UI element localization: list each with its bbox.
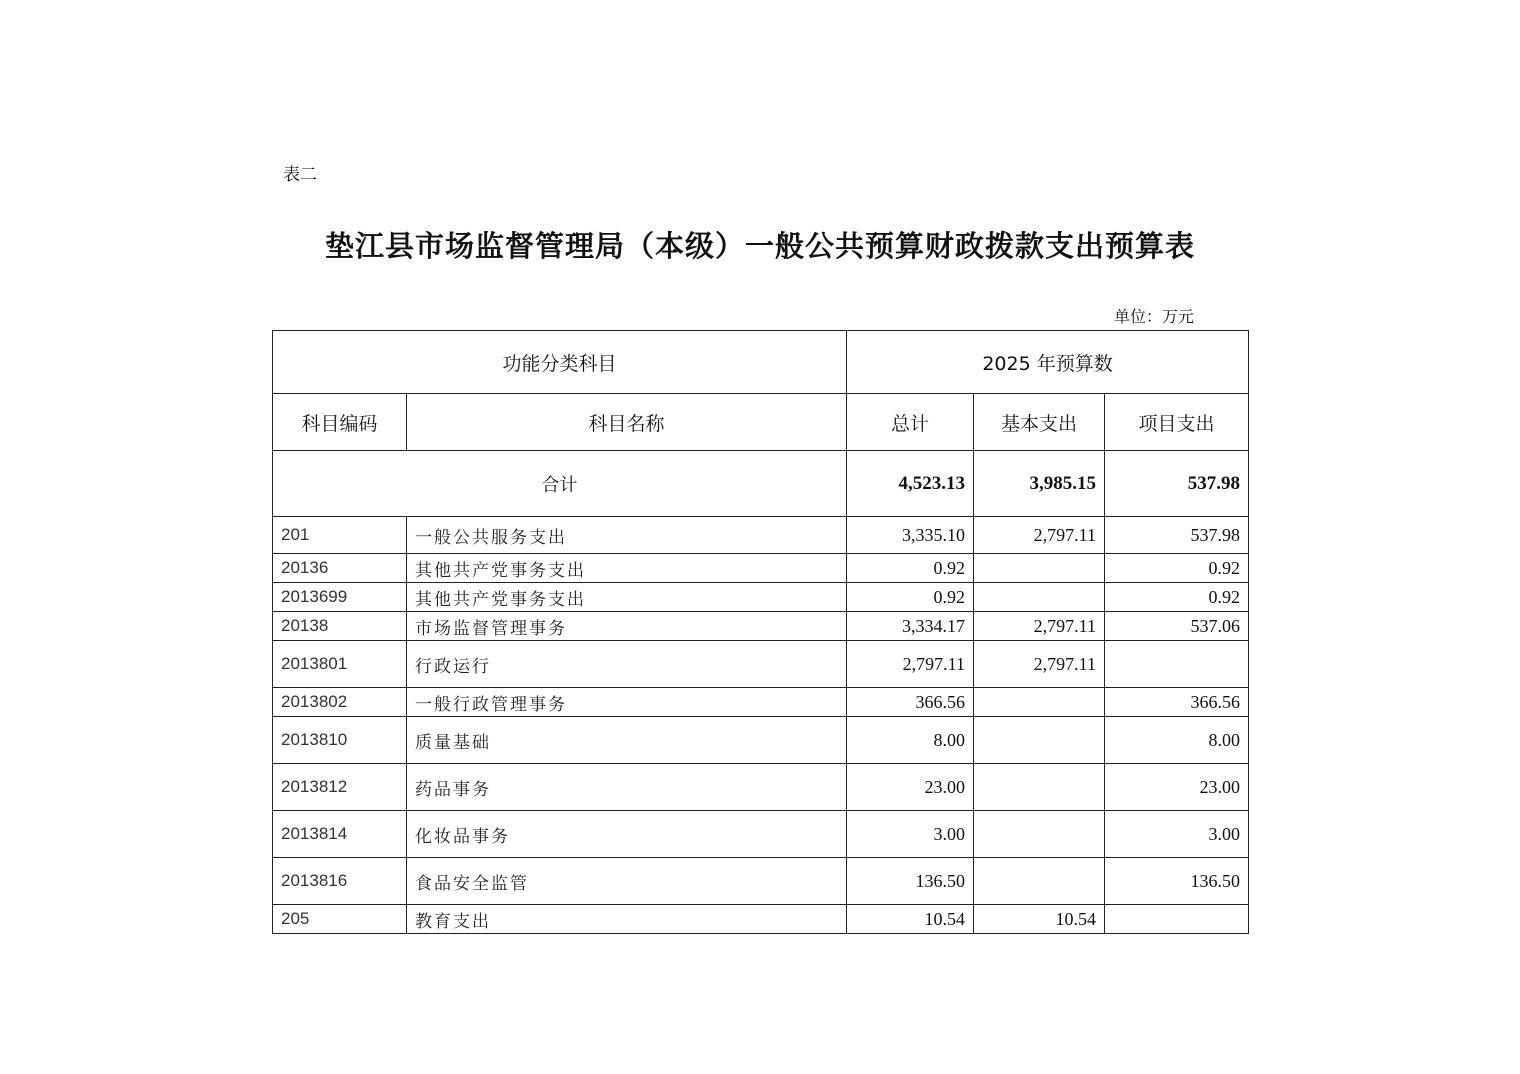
header-name: 科目名称 [407,394,847,451]
row-basic: 2,797.11 [974,612,1105,641]
row-total: 0.92 [847,583,974,612]
row-basic: 10.54 [974,905,1105,934]
row-project: 366.56 [1105,688,1249,717]
row-code: 201 [273,517,407,554]
row-name: 一般行政管理事务 [407,688,847,717]
row-code: 20138 [273,612,407,641]
row-project: 537.06 [1105,612,1249,641]
row-project: 537.98 [1105,517,1249,554]
row-total: 2,797.11 [847,641,974,688]
row-code: 2013699 [273,583,407,612]
table-row [273,641,1249,688]
row-basic [974,811,1105,858]
total-basic: 3,985.15 [974,451,1105,517]
row-name: 一般公共服务支出 [407,517,847,554]
row-total: 3.00 [847,811,974,858]
header-row-2 [273,394,1249,451]
row-project: 8.00 [1105,717,1249,764]
table-row [273,583,1249,612]
row-name: 教育支出 [407,905,847,934]
header-total: 总计 [847,394,974,451]
row-code: 2013810 [273,717,407,764]
row-name: 质量基础 [407,717,847,764]
row-total: 3,335.10 [847,517,974,554]
header-row-1 [273,331,1249,394]
table-row [273,688,1249,717]
row-project: 0.92 [1105,583,1249,612]
table-row [273,612,1249,641]
total-row [273,451,1249,517]
row-basic [974,858,1105,905]
row-project: 23.00 [1105,764,1249,811]
row-project [1105,905,1249,934]
row-code: 2013814 [273,811,407,858]
row-basic [974,717,1105,764]
row-basic: 2,797.11 [974,517,1105,554]
budget-table [272,330,1249,934]
table-row [273,811,1249,858]
row-name: 行政运行 [407,641,847,688]
row-basic [974,554,1105,583]
row-total: 23.00 [847,764,974,811]
row-total: 0.92 [847,554,974,583]
row-code: 205 [273,905,407,934]
row-basic [974,688,1105,717]
row-total: 136.50 [847,858,974,905]
row-name: 药品事务 [407,764,847,811]
header-function-category: 功能分类科目 [273,331,847,394]
row-code: 2013816 [273,858,407,905]
row-code: 20136 [273,554,407,583]
table-row [273,554,1249,583]
total-project: 537.98 [1105,451,1249,517]
table-label: 表二 [283,165,317,185]
header-code: 科目编码 [273,394,407,451]
table-row [273,517,1249,554]
header-budget-year: 2025 年预算数 [847,331,1249,394]
row-code: 2013812 [273,764,407,811]
row-name: 食品安全监管 [407,858,847,905]
row-name: 其他共产党事务支出 [407,583,847,612]
unit-label: 单位：万元 [1114,307,1195,326]
header-basic: 基本支出 [974,394,1105,451]
row-name: 其他共产党事务支出 [407,554,847,583]
row-project [1105,641,1249,688]
row-name: 市场监督管理事务 [407,612,847,641]
row-basic [974,583,1105,612]
row-total: 366.56 [847,688,974,717]
total-label: 合计 [273,451,847,517]
row-basic: 2,797.11 [974,641,1105,688]
page-title: 垫江县市场监督管理局（本级）一般公共预算财政拨款支出预算表 [324,229,1195,263]
row-total: 8.00 [847,717,974,764]
row-project: 3.00 [1105,811,1249,858]
total-total: 4,523.13 [847,451,974,517]
table-row [273,905,1249,934]
row-project: 136.50 [1105,858,1249,905]
table-row [273,858,1249,905]
row-name: 化妆品事务 [407,811,847,858]
row-code: 2013801 [273,641,407,688]
row-basic [974,764,1105,811]
row-total: 3,334.17 [847,612,974,641]
row-total: 10.54 [847,905,974,934]
table-row [273,764,1249,811]
header-project: 项目支出 [1105,394,1249,451]
table-row [273,717,1249,764]
row-code: 2013802 [273,688,407,717]
row-project: 0.92 [1105,554,1249,583]
